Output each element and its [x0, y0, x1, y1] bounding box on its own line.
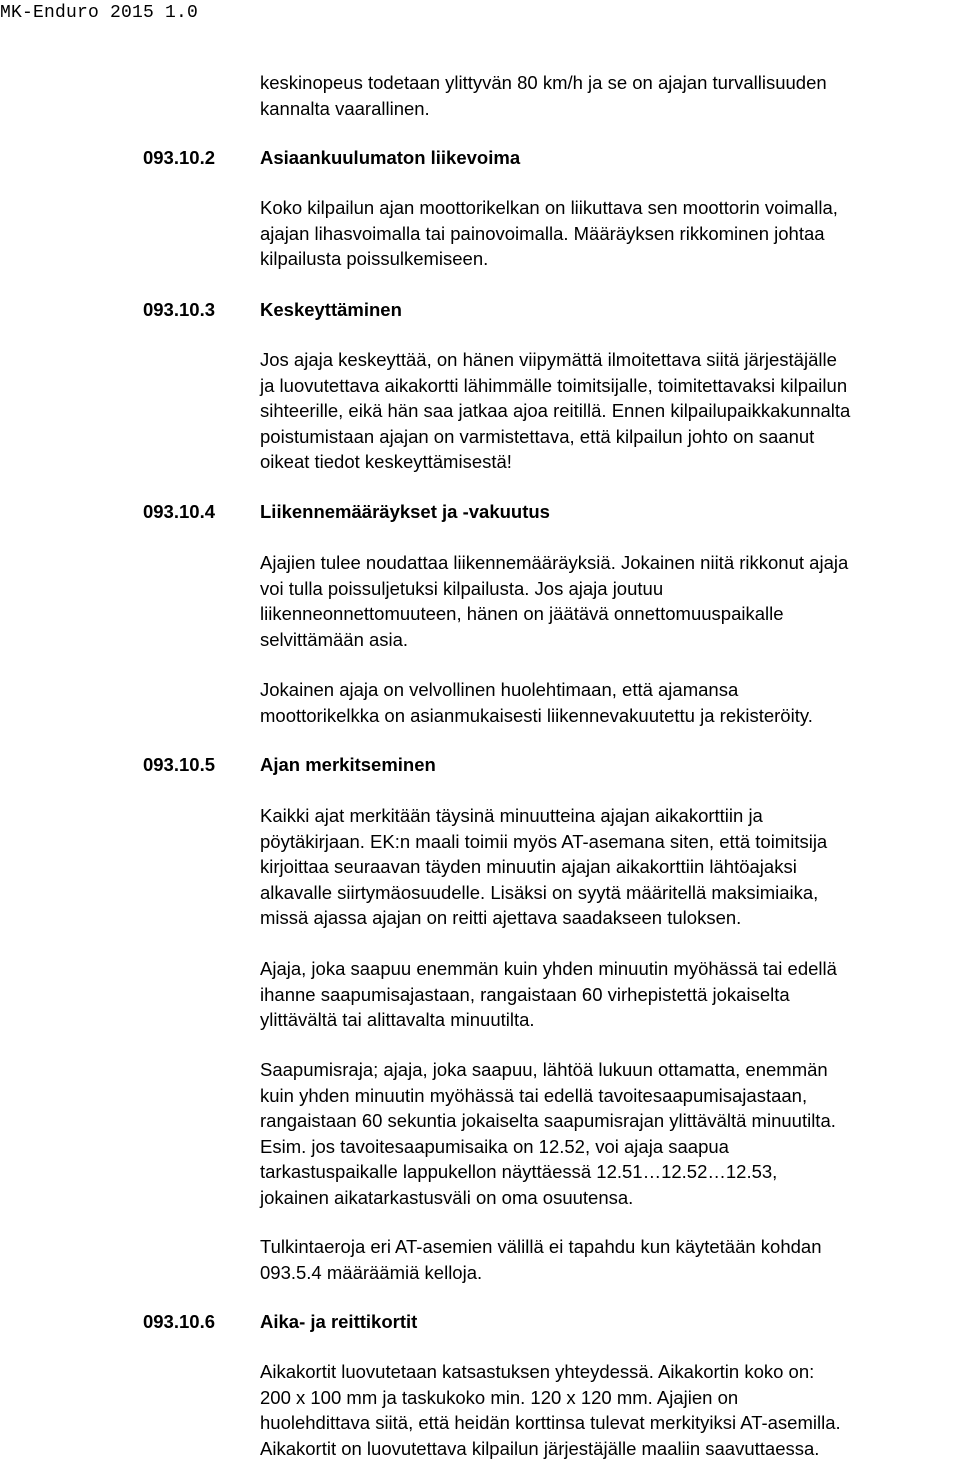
text-line: Ajajien tulee noudattaa liikennemääräyksiä. Jokainen niitä rikkonut ajaja: [260, 552, 849, 573]
text-line: 093.5.4 määräämiä kelloja.: [260, 1261, 483, 1283]
text-line: Saapumisraja; ajaja, joka saapuu, lähtöä lukuun ottamatta, enemmän: [260, 1059, 828, 1080]
text-line: kilpailusta poissulkemiseen.: [260, 248, 489, 269]
section-number: 093.10.3: [142, 299, 215, 320]
text-line: Tulkintaeroja eri AT-asemien välillä ei tapahdu kun käytetään kohdan: [260, 1236, 822, 1257]
text-line: huolehdittava siitä, että heidän korttinsa tulevat merkityiksi AT-asemilla.: [260, 1412, 841, 1433]
intro-paragraph: [260, 70, 960, 121]
text-line: kirjoittaa seuraavan täyden minuutin ajajan aikakorttiin lähtöajaksi: [260, 856, 797, 877]
section-title: Liikennemääräykset ja -vakuutus: [260, 501, 550, 522]
text-line: keskinopeus todetaan ylittyvän 80 km/h ja se on ajajan turvallisuuden: [260, 72, 827, 93]
text-line: Koko kilpailun ajan moottorikelkan on liikuttava sen moottorin voimalla,: [260, 197, 838, 218]
text-line: alkavalle siirtymäosuudelle. Lisäksi on syytä määritellä maksimiaika,: [260, 881, 819, 903]
section-paragraph: [260, 1057, 960, 1210]
text-line: kuin yhden minuutin myöhässä tai edellä tavoitesaapumisajastaan,: [260, 1084, 808, 1106]
text-line: pöytäkirjaan. EK:n maali toimii myös AT-asemana siten, että toimitsija: [260, 830, 828, 852]
text-line: ylittävältä tai alittavalta minuutilta.: [260, 1009, 535, 1030]
text-line: poistumistaan ajajan on varmistettava, että kilpailun johto on saanut: [260, 425, 815, 447]
section-title: Keskeyttäminen: [260, 299, 402, 320]
section-title: Asiaankuulumaton liikevoima: [260, 147, 521, 168]
section-title: Aika- ja reittikortit: [260, 1311, 418, 1332]
text-line: voi tulla poissuljetuksi kilpailusta. Jos ajaja joutuu: [260, 577, 664, 599]
text-line: Jokainen ajaja on velvollinen huolehtimaan, että ajamansa: [260, 679, 739, 700]
text-line: liikenneonnettomuuteen, hänen on jäätävä onnettomuuspaikalle: [260, 603, 784, 624]
section-paragraph: [260, 803, 960, 931]
section-paragraph: [260, 1234, 960, 1285]
text-line: tarkastuspaikalle lappukellon näyttäessä 12.51…12.52…12.53,: [260, 1161, 778, 1182]
text-line: rangaistaan 60 sekuntia jokaiselta saapumisrajan ylittävältä minuutilta.: [260, 1110, 836, 1131]
text-line: sihteerille, eikä hän saa jatkaa ajoa reitillä. Ennen kilpailupaikkakunnalta: [260, 400, 851, 421]
section-number: 093.10.5: [142, 754, 215, 775]
text-line: 200 x 100 mm ja taskukoko min. 120 x 120 mm. Ajajien on: [260, 1386, 739, 1408]
text-line: jokainen aikatarkastusväli on oma osuutensa.: [260, 1186, 634, 1208]
text-line: Jos ajaja keskeyttää, on hänen viipymättä ilmoitettava siitä järjestäjälle: [260, 349, 837, 370]
section-title: Ajan merkitseminen: [260, 754, 436, 775]
text-line: ja luovutettava aikakortti lähimmälle toimitsijalle, toimitettavaksi kilpailun: [260, 374, 848, 396]
section-paragraph: [260, 956, 960, 1033]
text-line: kannalta vaarallinen.: [260, 97, 430, 119]
text-line: moottorikelkka on asianmukaisesti liikennevakuutettu ja rekisteröity.: [260, 704, 813, 726]
text-line: ihanne saapumisajastaan, rangaistaan 60 virhepistettä jokaiselta: [260, 983, 790, 1005]
text-line: oikeat tiedot keskeyttämisestä!: [260, 451, 512, 472]
section-number: 093.10.6: [142, 1311, 215, 1332]
text-line: Ajaja, joka saapuu enemmän kuin yhden minuutin myöhässä tai edellä: [260, 958, 837, 979]
text-line: Aikakortit luovutetaan katsastuksen yhteydessä. Aikakortin koko on:: [260, 1361, 815, 1382]
section-paragraph: [260, 1359, 960, 1461]
text-line: Aikakortit on luovutettava kilpailun järjestäjälle maaliin saavuttaessa.: [260, 1437, 820, 1459]
section-number: 093.10.4: [142, 501, 215, 522]
document-header: MK-Enduro 2015 1.0: [0, 3, 199, 23]
section-paragraph: [260, 550, 960, 652]
text-line: selvittämään asia.: [260, 628, 409, 650]
section-paragraph: [260, 195, 960, 272]
section-paragraph: [260, 347, 960, 475]
section-number: 093.10.2: [142, 147, 215, 168]
text-line: ajajan lihasvoimalla tai painovoimalla. Määräyksen rikkominen johtaa: [260, 222, 825, 244]
text-line: Esim. jos tavoitesaapumisaika on 12.52, voi ajaja saapua: [260, 1135, 729, 1157]
section-paragraph: [260, 677, 960, 728]
text-line: Kaikki ajat merkitään täysinä minuutteina ajajan aikakorttiin ja: [260, 805, 763, 826]
text-line: missä ajassa ajajan on reitti ajettava saadakseen tuloksen.: [260, 907, 742, 928]
